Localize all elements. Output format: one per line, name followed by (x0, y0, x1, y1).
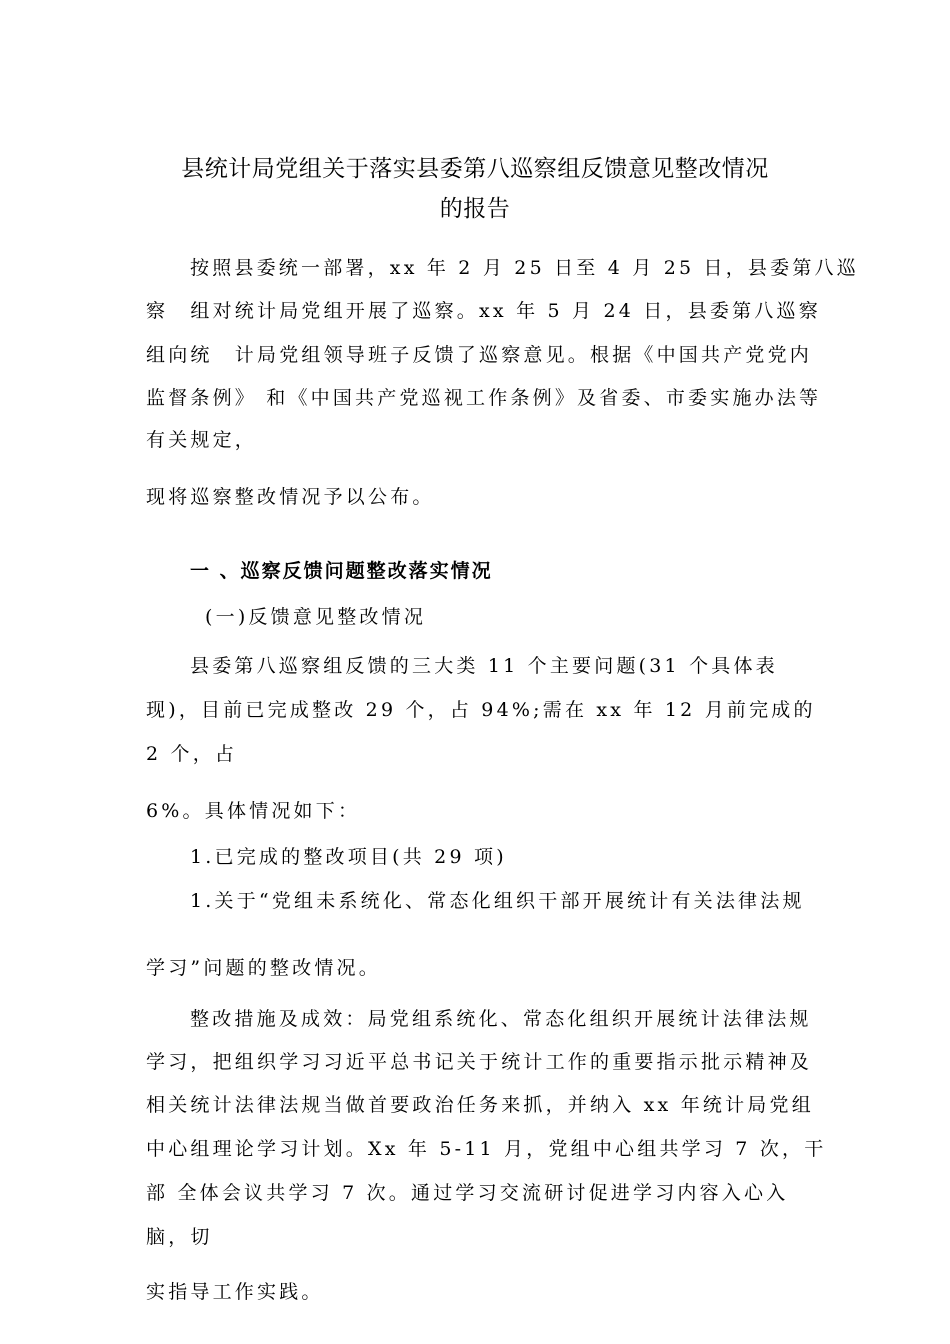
body-line: 学习，把组织学习习近平总书记关于统计工作的重要指示批示精神及 (146, 1051, 813, 1073)
subsection-heading: (一)反馈意见整改情况 (205, 606, 427, 628)
body-line: 按照县委统一部署，xx 年 2 月 25 日至 4 月 25 日，县委第八巡 (190, 257, 859, 279)
body-line: 1.关于“党组未系统化、常态化组织干部开展统计有关法律法规 (190, 890, 805, 912)
body-line: 县委第八巡察组反馈的三大类 11 个主要问题(31 个具体表 (190, 655, 778, 677)
section-heading: 一 、巡察反馈问题整改落实情况 (190, 560, 493, 582)
body-line: 有关规定， (146, 429, 258, 451)
body-line: 相关统计法律法规当做首要政治任务来抓，并纳入 xx 年统计局党组 (146, 1094, 814, 1116)
body-line: 中心组理论学习计划。Xx 年 5-11 月，党组中心组共学习 7 次，干 (146, 1138, 827, 1160)
report-title-line-1: 县统计局党组关于落实县委第八巡察组反馈意见整改情况 (181, 156, 769, 182)
body-line: 现将巡察整改情况予以公布。 (146, 486, 435, 508)
body-line: 6%。具体情况如下： (146, 800, 361, 822)
body-line: 整改措施及成效：局党组系统化、常态化组织开展统计法律法规 (190, 1008, 812, 1030)
report-title-line-2: 的报告 (439, 196, 511, 222)
body-line: 实指导工作实践。 (146, 1281, 324, 1303)
body-line: 2 个，占 (146, 743, 238, 765)
body-line: 部 全体会议共学习 7 次。通过学习交流研讨促进学习内容入心入 (146, 1182, 789, 1204)
body-line: 1.已完成的整改项目(共 29 项) (190, 846, 507, 868)
body-line: 察 组对统计局党组开展了巡察。xx 年 5 月 24 日，县委第八巡察 (146, 300, 821, 322)
body-line: 现)，目前已完成整改 29 个，占 94%;需在 xx 年 12 月前完成的 (146, 699, 816, 721)
body-line: 监督条例》 和《中国共产党巡视工作条例》及省委、市委实施办法等 (146, 387, 822, 409)
body-line: 学习”问题的整改情况。 (146, 957, 381, 979)
body-line: 脑，切 (146, 1226, 213, 1248)
body-line: 组向统 计局党组领导班子反馈了巡察意见。根据《中国共产党党内 (146, 344, 813, 366)
